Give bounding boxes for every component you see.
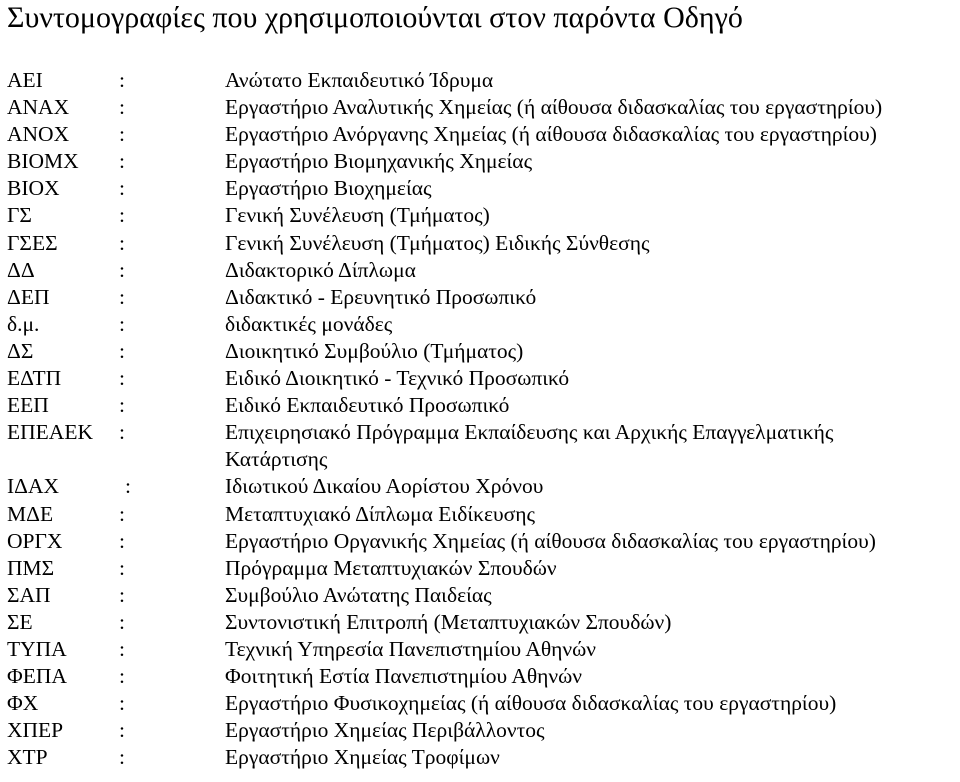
list-item [7, 175, 957, 202]
definition: Διδακτορικό Δίπλωμα [225, 257, 416, 282]
definition: Συμβούλιο Ανώτατης Παιδείας [225, 582, 492, 607]
abbreviation: δ.μ. [7, 311, 40, 336]
definition: Εργαστήριο Χημείας Τροφίμων [225, 745, 500, 770]
abbreviation: ΕΔΤΠ [7, 366, 62, 391]
abbreviation: ΔΔ [7, 257, 35, 282]
separator: : [119, 393, 125, 418]
definition: Εργαστήριο Ανόργανης Χημείας (ή αίθουσα διδασκαλίας του εργαστηρίου) [225, 122, 877, 147]
list-item [7, 121, 957, 148]
list-item [7, 230, 957, 257]
separator: : [119, 284, 125, 309]
definition: Πρόγραμμα Μεταπτυχιακών Σπουδών [225, 555, 557, 580]
definition: Φοιτητική Εστία Πανεπιστημίου Αθηνών [225, 664, 583, 689]
abbreviation: ΓΣ [7, 203, 32, 228]
separator: : [119, 636, 125, 661]
abbreviation: ΧΠΕΡ [7, 718, 64, 743]
separator: : [119, 203, 125, 228]
separator: : [119, 122, 125, 147]
abbreviation: ΜΔΕ [7, 501, 54, 526]
list-item [7, 392, 957, 419]
separator: : [119, 528, 125, 553]
separator: : [119, 149, 125, 174]
separator: : [119, 664, 125, 689]
abbreviation: ΧΤΡ [7, 745, 48, 770]
list-item [7, 609, 957, 636]
page-title: Συντομογραφίες που χρησιμοποιούνται στον παρόντα Οδηγό [7, 1, 743, 34]
abbreviation: ΣΑΠ [7, 582, 51, 607]
definition: Μεταπτυχιακό Δίπλωμα Ειδίκευσης [225, 501, 535, 526]
separator: : [119, 338, 125, 363]
separator: : [119, 718, 125, 743]
separator: : [119, 311, 125, 336]
abbreviation: ΒΙΟΜΧ [7, 149, 79, 174]
list-item [7, 690, 957, 717]
list-item [7, 67, 957, 94]
separator: : [125, 474, 131, 499]
abbreviation: ΠΜΣ [7, 555, 55, 580]
list-item [7, 744, 957, 771]
list-item [7, 148, 957, 175]
separator: : [119, 691, 125, 716]
definition: Εργαστήριο Βιομηχανικής Χημείας [225, 149, 533, 174]
definition: Εργαστήριο Φυσικοχημείας (ή αίθουσα διδασκαλίας του εργαστηρίου) [225, 691, 837, 716]
definition: Γενική Συνέλευση (Τμήματος) [225, 203, 490, 228]
separator: : [119, 745, 125, 770]
abbreviation: ΑΝΟΧ [7, 122, 70, 147]
abbreviation: ΓΣΕΣ [7, 230, 58, 255]
list-item [7, 338, 957, 365]
definition: Εργαστήριο Οργανικής Χημείας (ή αίθουσα διδασκαλίας του εργαστηρίου) [225, 528, 876, 553]
definition-line: Επιχειρησιακό Πρόγραμμα Εκπαίδευσης και Αρχικής Επαγγελματικής [225, 420, 834, 445]
abbreviation: ΔΕΠ [7, 284, 50, 309]
definition: Γενική Συνέλευση (Τμήματος) Ειδικής Σύνθεσης [225, 230, 650, 255]
separator: : [119, 95, 125, 120]
abbreviation: ΤΥΠΑ [7, 636, 67, 661]
list-item [7, 501, 957, 528]
abbreviation: ΙΔΑΧ [7, 474, 60, 499]
separator: : [119, 501, 125, 526]
list-item [7, 257, 957, 284]
list-item [7, 419, 957, 473]
separator: : [119, 420, 125, 445]
list-item [7, 636, 957, 663]
separator: : [119, 609, 125, 634]
definition: διδακτικές μονάδες [225, 311, 393, 336]
definition: Εργαστήριο Βιοχημείας [225, 176, 432, 201]
abbreviation: ΑΝΑΧ [7, 95, 70, 120]
separator: : [119, 366, 125, 391]
list-item [7, 663, 957, 690]
list-item [7, 284, 957, 311]
abbreviation: ΑΕΙ [7, 68, 43, 92]
list-item [7, 311, 957, 338]
list-item [7, 582, 957, 609]
definition: Ιδιωτικού Δικαίου Αορίστου Χρόνου [225, 474, 544, 499]
separator: : [119, 176, 125, 201]
abbreviation: ΕΠΕΑΕΚ [7, 420, 93, 445]
list-item [7, 202, 957, 229]
list-item [7, 365, 957, 392]
definition: Ειδικό Διοικητικό - Τεχνικό Προσωπικό [225, 366, 570, 391]
abbreviation: ΣΕ [7, 609, 33, 634]
definition: Εργαστήριο Αναλυτικής Χημείας (ή αίθουσα διδασκαλίας του εργαστηρίου) [225, 95, 883, 120]
list-item [7, 717, 957, 744]
separator: : [119, 555, 125, 580]
list-item [7, 528, 957, 555]
list-item [7, 473, 957, 500]
definition: Εργαστήριο Χημείας Περιβάλλοντος [225, 718, 545, 743]
definition [225, 419, 955, 473]
separator: : [119, 68, 125, 92]
abbreviation: ΦΕΠΑ [7, 664, 67, 689]
list-item [7, 555, 957, 582]
definition: Συντονιστική Επιτροπή (Μεταπτυχιακών Σπουδών) [225, 609, 672, 634]
definition: Ειδικό Εκπαιδευτικό Προσωπικό [225, 393, 510, 418]
list-item [7, 94, 957, 121]
abbreviation: ΒΙΟΧ [7, 176, 60, 201]
abbreviation: ΕΕΠ [7, 393, 49, 418]
definition: Διδακτικό - Ερευνητικό Προσωπικό [225, 284, 537, 309]
abbreviation: ΟΡΓΧ [7, 528, 63, 553]
abbreviation: ΦΧ [7, 691, 39, 716]
definition: Ανώτατο Εκπαιδευτικό Ίδρυμα [225, 68, 494, 92]
definition: Τεχνική Υπηρεσία Πανεπιστημίου Αθηνών [225, 636, 596, 661]
separator: : [119, 257, 125, 282]
abbreviation: ΔΣ [7, 338, 34, 363]
separator: : [119, 582, 125, 607]
definition-continuation: Κατάρτισης [225, 447, 328, 472]
definition: Διοικητικό Συμβούλιο (Τμήματος) [225, 338, 524, 363]
abbreviations-list [7, 67, 957, 771]
separator: : [119, 230, 125, 255]
